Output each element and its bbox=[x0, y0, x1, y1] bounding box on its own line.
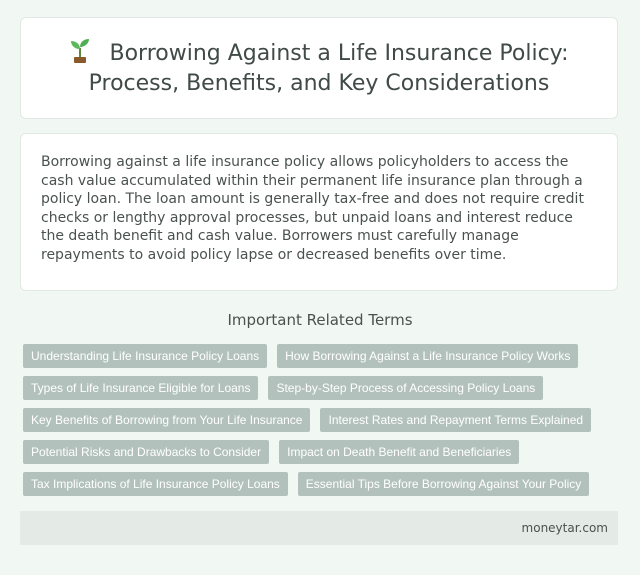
related-term-tag[interactable]: Essential Tips Before Borrowing Against Your Policy bbox=[298, 472, 589, 496]
related-term-tag[interactable]: Understanding Life Insurance Policy Loans bbox=[23, 344, 267, 368]
related-term-tag[interactable]: Interest Rates and Repayment Terms Explained bbox=[320, 408, 591, 432]
summary-card bbox=[20, 133, 618, 291]
related-term-tag[interactable]: Types of Life Insurance Eligible for Loans bbox=[23, 376, 258, 400]
sprout-icon bbox=[69, 37, 91, 63]
related-term-tag[interactable]: How Borrowing Against a Life Insurance Policy Works bbox=[277, 344, 578, 368]
footer bbox=[20, 511, 618, 545]
title-card bbox=[20, 17, 618, 119]
related-term-tag[interactable]: Potential Risks and Drawbacks to Consider bbox=[23, 440, 269, 464]
title-line-1: Borrowing Against a Life Insurance Policy: bbox=[109, 41, 569, 66]
summary-text: Borrowing against a life insurance policy allows policyholders to access the cash value accumulated within their permanent life insurance plan through a policy loan. The loan amount is generally tax-free and does not require credit checks or lengthy approval processes, but unpaid loans and interest reduce the death benefit and cash value. Borrowers must carefully manage repayments to avoid policy lapse or decreased benefits over time. bbox=[41, 154, 584, 263]
related-term-tag[interactable]: Tax Implications of Life Insurance Policy Loans bbox=[23, 472, 288, 496]
page-title bbox=[69, 37, 568, 99]
title-line-2: Process, Benefits, and Key Considerations bbox=[88, 71, 550, 96]
related-terms-heading: Important Related Terms bbox=[227, 311, 413, 329]
related-term-tag[interactable]: Impact on Death Benefit and Beneficiaries bbox=[279, 440, 519, 464]
related-term-tag[interactable]: Step-by-Step Process of Accessing Policy Loans bbox=[268, 376, 543, 400]
footer-site-name: moneytar.com bbox=[521, 521, 608, 535]
related-term-tag[interactable]: Key Benefits of Borrowing from Your Life Insurance bbox=[23, 408, 310, 432]
related-terms-list bbox=[23, 344, 623, 496]
